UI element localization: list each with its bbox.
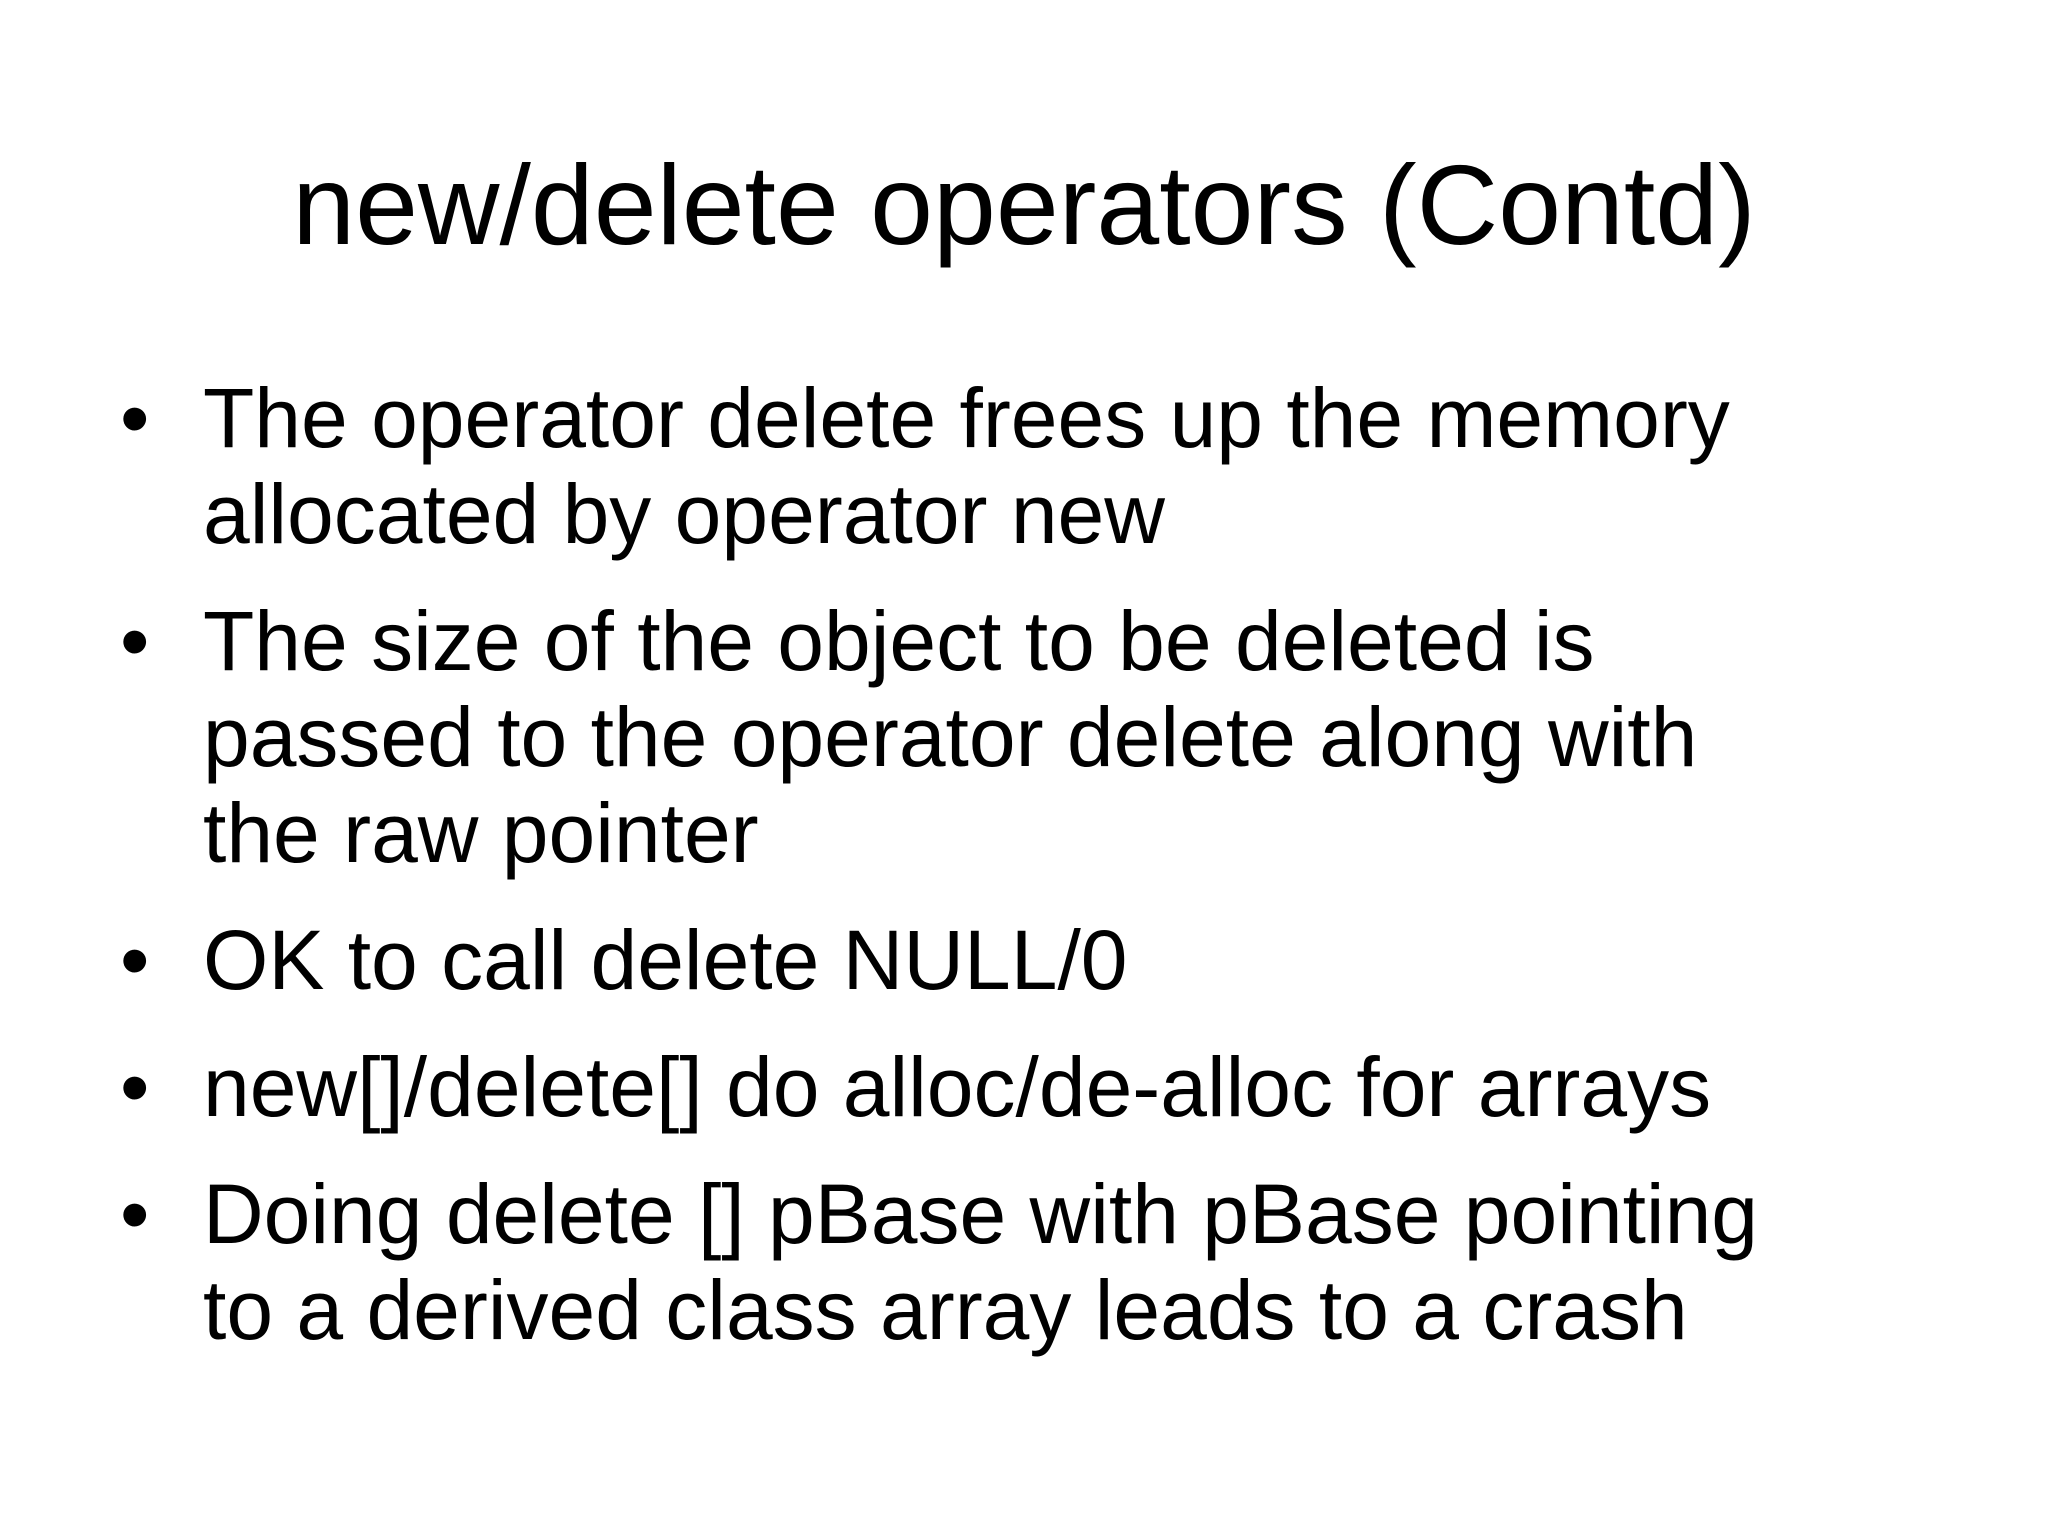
bullet-line: the raw pointer	[203, 786, 759, 880]
bullet-list	[0, 370, 2048, 1389]
bullet-line: Doing delete [] pBase with pBase pointing	[203, 1167, 1759, 1261]
bullet-icon: •	[120, 1040, 150, 1134]
bullet-icon: •	[120, 1167, 150, 1261]
bullet-line: OK to call delete NULL/0	[203, 913, 1128, 1007]
bullet-item	[0, 1166, 2048, 1358]
slide-title: new/delete operators (Contd)	[292, 142, 1756, 268]
bullet-line: The size of the object to be deleted is	[203, 594, 1595, 688]
bullet-line: new[]/delete[] do alloc/de-alloc for arrays	[203, 1040, 1712, 1134]
bullet-line: The operator delete frees up the memory	[203, 371, 1730, 465]
bullet-line: allocated by operator new	[203, 467, 1165, 561]
bullet-icon: •	[120, 594, 150, 688]
bullet-icon: •	[120, 913, 150, 1007]
bullet-item	[0, 593, 2048, 881]
bullet-item	[0, 370, 2048, 562]
bullet-line: passed to the operator delete along with	[203, 690, 1698, 784]
bullet-line: to a derived class array leads to a crash	[203, 1263, 1688, 1357]
bullet-item	[0, 1039, 2048, 1135]
bullet-icon: •	[120, 371, 150, 465]
bullet-item	[0, 912, 2048, 1008]
